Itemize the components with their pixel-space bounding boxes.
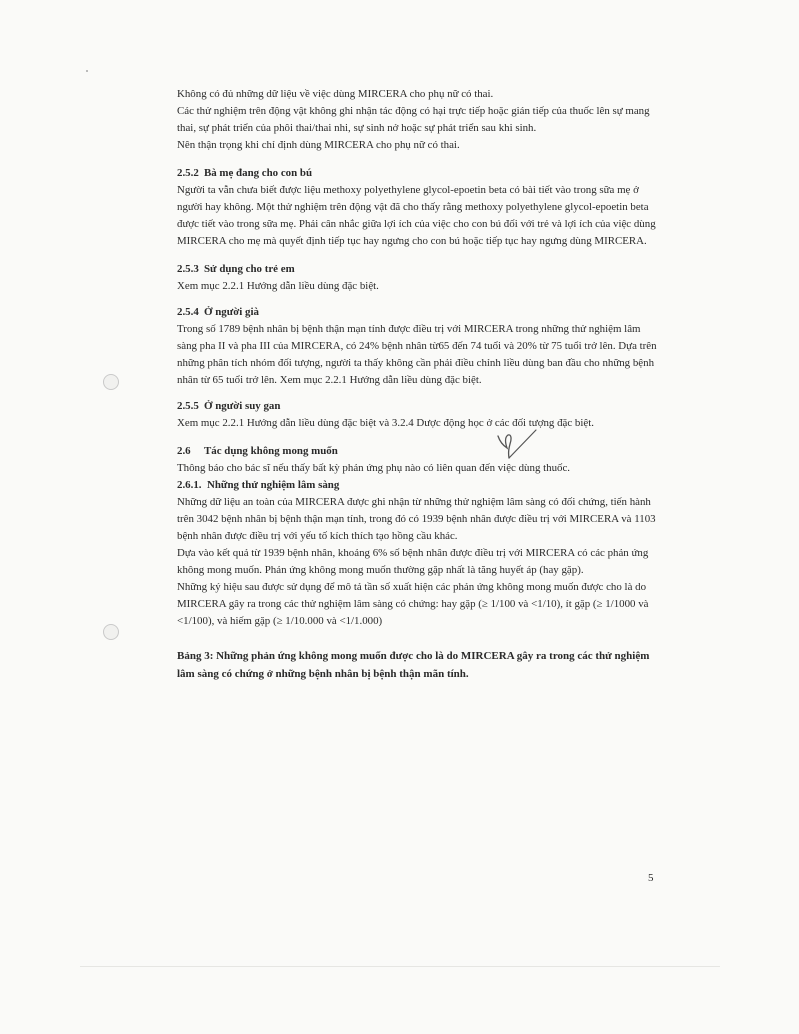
table-caption: Bảng 3: Những phản ứng không mong muốn được cho là do MIRCERA gây ra trong các thử nghiệm lâm sàng có chứng ở những bệnh nhân bị bệnh thận mãn tính. (177, 650, 650, 680)
children-paragraph: Xem mục 2.2.1 Hướng dẫn liều dùng đặc biệt. (177, 280, 379, 292)
pregnancy-paragraph-3: Nên thận trọng khi chỉ định dùng MIRCERA cho phụ nữ có thai. (177, 139, 460, 151)
elderly-paragraph: Trong số 1789 bệnh nhân bị bệnh thận mạn tính được điều trị với MIRCERA trong những thử nghiệm lâm sàng pha II và pha III của MIRCERA, có 24% bệnh nhân từ65 đến 74 tuổi và 20% từ 75 tuổi trở lên. Dựa trên những phân tích nhóm đối tượng, người ta thấy không cần phải điều chỉnh liều dùng ban đầu cho những bệnh nhân từ 65 tuổi trở lên. Xem mục 2.2.1 Hướng dẫn liều dùng đặc biệt. (177, 323, 657, 386)
clinical-trials-paragraph-3: Những ký hiệu sau được sử dụng để mô tả tần số xuất hiện các phản ứng không mong muốn được cho là do MIRCERA gây ra trong các thử nghiệm lâm sàng có chứng: hay gặp (≥ 1/100 và <1/10), ít gặp (≥ 1/1000 và <1/100), và hiếm gặp (≥ 1/10.000 và <1/1.000) (177, 581, 649, 627)
clinical-trials-paragraph-1: Những dữ liệu an toàn của MIRCERA được ghi nhận từ những thử nghiệm lâm sàng có đối chứng, tiến hành trên 3042 bệnh nhân bị bệnh thận mạn tính, trong đó có 1939 bệnh nhân được điều trị với MIRCERA và 1103 bệnh nhân được điều trị với yếu tố kích thích tạo hồng cầu khác. (177, 496, 656, 542)
document-body (177, 86, 657, 683)
breastfeeding-paragraph: Người ta vẫn chưa biết được liệu methoxy polyethylene glycol-epoetin beta có bài tiết vào trong sữa mẹ ở người hay không. Một thử nghiệm trên động vật đã cho thấy rằng methoxy polyethylene glycol-epoetin beta được tiết vào trong sữa mẹ. Phải cân nhắc giữa lợi ích của việc cho con bú đối với trẻ và lợi ích của việc dùng MIRCERA cho mẹ mà quyết định tiếp tục hay ngưng cho con bú hoặc tiếp tục hay ngưng dùng MIRCERA. (177, 184, 656, 247)
adverse-effects-intro: Thông báo cho bác sĩ nếu thấy bất kỳ phản ứng phụ nào có liên quan đến việc dùng thuốc. (177, 462, 571, 474)
pregnancy-paragraph-2: Các thử nghiệm trên động vật không ghi nhận tác động có hại trực tiếp hoặc gián tiếp của thuốc lên sự mang thai, sự phát triển của phôi thai/thai nhi, sự sinh nở hoặc sự phát triển sau khi sinh. (177, 105, 650, 134)
section-heading-2-5-2: 2.5.2 Bà mẹ đang cho con bú (177, 167, 313, 179)
scan-edge-line (80, 966, 720, 967)
section-heading-2-5-4: 2.5.4 Ở người già (177, 306, 259, 318)
scan-speck (86, 70, 88, 72)
section-heading-2-6-1: 2.6.1. Những thử nghiệm lâm sàng (177, 479, 340, 491)
punch-hole-top (103, 374, 119, 390)
section-heading-2-5-5: 2.5.5 Ở người suy gan (177, 400, 281, 412)
punch-hole-bottom (103, 624, 119, 640)
section-heading-2-6: 2.6 Tác dụng không mong muốn (177, 445, 338, 457)
page-number: 5 (648, 872, 654, 884)
section-heading-2-5-3: 2.5.3 Sử dụng cho trẻ em (177, 263, 295, 275)
pregnancy-paragraph-1: Không có đủ những dữ liệu về việc dùng MIRCERA cho phụ nữ có thai. (177, 88, 494, 100)
hepatic-paragraph: Xem mục 2.2.1 Hướng dẫn liều dùng đặc biệt và 3.2.4 Dược động học ở các đối tượng đặc biệt. (177, 417, 594, 429)
clinical-trials-paragraph-2: Dựa vào kết quả từ 1939 bệnh nhân, khoảng 6% số bệnh nhân được điều trị với MIRCERA có các phản ứng không mong muốn. Phản ứng không mong muốn thường gặp nhất là tăng huyết áp (hay gặp). (177, 547, 649, 576)
